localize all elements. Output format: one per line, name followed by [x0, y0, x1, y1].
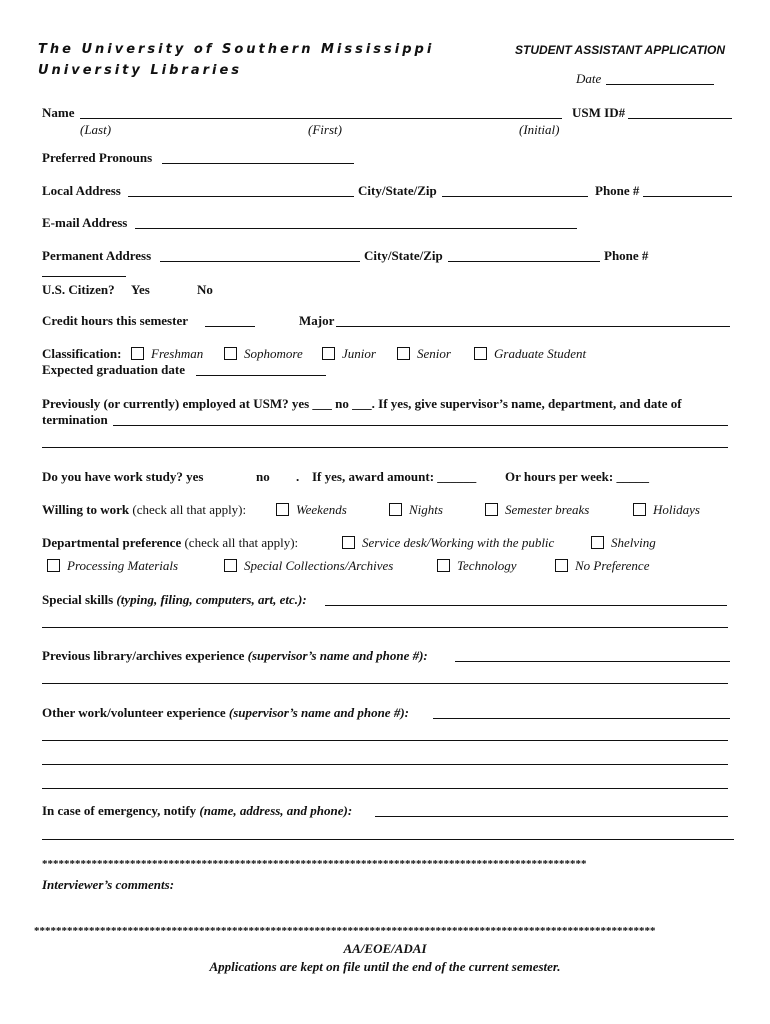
- checkbox[interactable]: [131, 347, 144, 360]
- credit-hours-field[interactable]: [205, 326, 255, 327]
- library-experience-label: Previous library/archives experience (supervisor’s name and phone #):: [42, 648, 428, 663]
- checkbox[interactable]: [474, 347, 487, 360]
- other-experience-field-2[interactable]: [42, 740, 728, 741]
- willing-weekends[interactable]: Weekends: [276, 502, 347, 518]
- classification-graduate[interactable]: Graduate Student: [474, 346, 586, 362]
- work-study-dot: .: [296, 469, 300, 484]
- classification-junior[interactable]: Junior: [322, 346, 376, 362]
- graduation-field[interactable]: [196, 375, 326, 376]
- checkbox[interactable]: [224, 559, 237, 572]
- name-field[interactable]: [80, 118, 562, 119]
- other-experience-label: Other work/volunteer experience (supervisor’s name and phone #):: [42, 705, 409, 720]
- local-address-label: Local Address: [42, 183, 121, 198]
- checkbox[interactable]: [437, 559, 450, 572]
- work-study-label: Do you have work study? yes: [42, 469, 204, 484]
- classification-senior[interactable]: Senior: [397, 346, 451, 362]
- emergency-field[interactable]: [375, 816, 728, 817]
- award-amount-label: If yes, award amount: ______: [312, 469, 477, 484]
- hours-per-week-label: Or hours per week: _____: [505, 469, 649, 484]
- major-label: Major: [299, 313, 335, 328]
- citizen-no[interactable]: No: [197, 282, 213, 297]
- date-field[interactable]: [606, 84, 714, 85]
- first-name-hint: (First): [308, 122, 342, 137]
- other-experience-field-3[interactable]: [42, 764, 728, 765]
- checkbox[interactable]: [555, 559, 568, 572]
- application-title: STUDENT ASSISTANT APPLICATION: [515, 43, 725, 57]
- checkbox[interactable]: [276, 503, 289, 516]
- dept-technology[interactable]: Technology: [437, 558, 516, 574]
- local-phone-field[interactable]: [643, 196, 732, 197]
- willing-holidays[interactable]: Holidays: [633, 502, 700, 518]
- willing-semester-breaks[interactable]: Semester breaks: [485, 502, 589, 518]
- divider-stars: ***************************************************************************************************: [42, 858, 587, 870]
- checkbox[interactable]: [633, 503, 646, 516]
- checkbox[interactable]: [591, 536, 604, 549]
- library-experience-field[interactable]: [455, 661, 730, 662]
- university-name: The University of Southern Mississippi: [38, 42, 435, 57]
- other-experience-field-4[interactable]: [42, 788, 728, 789]
- library-experience-field-2[interactable]: [42, 683, 728, 684]
- checkbox[interactable]: [342, 536, 355, 549]
- checkbox[interactable]: [485, 503, 498, 516]
- permanent-city-field[interactable]: [448, 261, 600, 262]
- divider-stars-2: *****************************************************************************************************************: [34, 925, 656, 937]
- checkbox[interactable]: [224, 347, 237, 360]
- work-study-no[interactable]: no: [256, 469, 270, 484]
- permanent-city-label: City/State/Zip: [364, 248, 443, 263]
- checkbox[interactable]: [389, 503, 402, 516]
- pronouns-field[interactable]: [162, 163, 354, 164]
- email-field[interactable]: [135, 228, 577, 229]
- graduation-label: Expected graduation date: [42, 362, 185, 377]
- special-skills-label: Special skills (typing, filing, computers, art, etc.):: [42, 592, 307, 607]
- checkbox[interactable]: [397, 347, 410, 360]
- previous-employment-line2: termination: [42, 412, 108, 427]
- initial-hint: (Initial): [519, 122, 560, 137]
- previous-employment-line1: Previously (or currently) employed at USM? yes ___ no ___. If yes, give supervisor’s name, department, and date of: [42, 396, 682, 411]
- emergency-label: In case of emergency, notify (name, address, and phone):: [42, 803, 353, 818]
- special-skills-field-2[interactable]: [42, 627, 728, 628]
- local-city-label: City/State/Zip: [358, 183, 437, 198]
- permanent-address-field[interactable]: [160, 261, 360, 262]
- classification-label: Classification:: [42, 346, 122, 361]
- classification-sophomore[interactable]: Sophomore: [224, 346, 303, 362]
- permanent-address-label: Permanent Address: [42, 248, 152, 263]
- permanent-phone-field[interactable]: [42, 276, 126, 277]
- dept-service-desk[interactable]: Service desk/Working with the public: [342, 535, 554, 551]
- dept-processing[interactable]: Processing Materials: [47, 558, 178, 574]
- file-retention-note: Applications are kept on file until the end of the current semester.: [209, 959, 561, 974]
- termination-field-2[interactable]: [42, 447, 728, 448]
- local-city-field[interactable]: [442, 196, 588, 197]
- credit-hours-label: Credit hours this semester: [42, 313, 188, 328]
- usm-id-label: USM ID#: [572, 105, 626, 120]
- termination-field[interactable]: [113, 425, 728, 426]
- local-address-field[interactable]: [128, 196, 354, 197]
- special-skills-field[interactable]: [325, 605, 727, 606]
- pronouns-label: Preferred Pronouns: [42, 150, 153, 165]
- dept-special-collections[interactable]: Special Collections/Archives: [224, 558, 393, 574]
- citizen-label: U.S. Citizen?: [42, 282, 115, 297]
- email-label: E-mail Address: [42, 215, 128, 230]
- willing-nights[interactable]: Nights: [389, 502, 443, 518]
- date-label: Date: [576, 71, 602, 86]
- willing-label: Willing to work (check all that apply):: [42, 502, 247, 517]
- permanent-phone-label: Phone #: [604, 248, 649, 263]
- citizen-yes[interactable]: Yes: [131, 282, 150, 297]
- usm-id-field[interactable]: [628, 118, 732, 119]
- name-label: Name: [42, 105, 75, 120]
- department-label: Departmental preference (check all that apply):: [42, 535, 299, 550]
- major-field[interactable]: [336, 326, 730, 327]
- dept-shelving[interactable]: Shelving: [591, 535, 656, 551]
- checkbox[interactable]: [322, 347, 335, 360]
- libraries-name: University Libraries: [38, 63, 243, 78]
- last-name-hint: (Last): [80, 122, 112, 137]
- eeo-statement: AA/EOE/ADAI: [343, 941, 427, 956]
- dept-no-preference[interactable]: No Preference: [555, 558, 649, 574]
- local-phone-label: Phone #: [595, 183, 640, 198]
- checkbox[interactable]: [47, 559, 60, 572]
- classification-freshman[interactable]: Freshman: [131, 346, 203, 362]
- other-experience-field[interactable]: [433, 718, 730, 719]
- emergency-field-2[interactable]: [42, 839, 734, 840]
- interviewer-comments-label: Interviewer’s comments:: [42, 877, 175, 892]
